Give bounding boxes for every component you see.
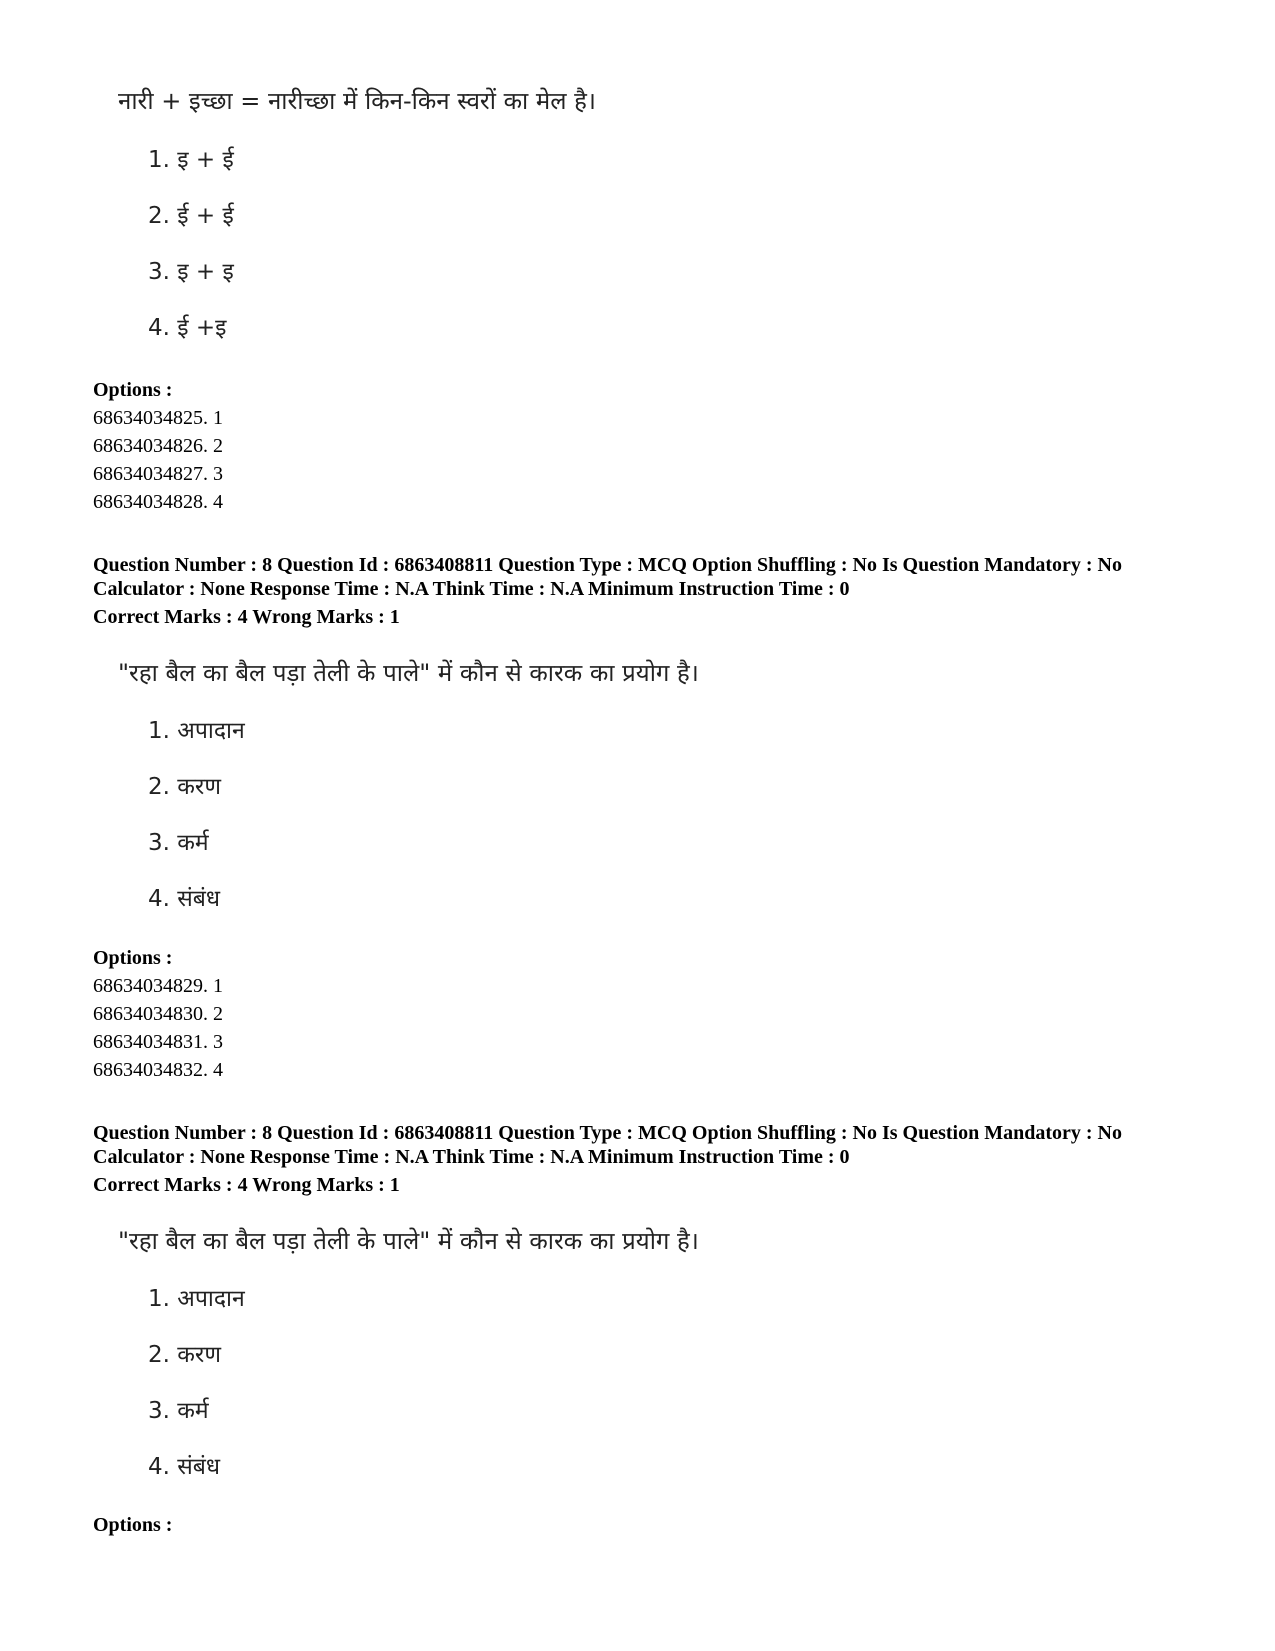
options-label: Options : (93, 947, 173, 969)
choice-4: 4. संबंध (148, 1454, 221, 1480)
question-marks: Correct Marks : 4 Wrong Marks : 1 (93, 1174, 400, 1196)
question-text: "रहा बैल का बैल पड़ा तेली के पाले" में कौन से कारक का प्रयोग है। (118, 659, 699, 687)
option-line: 68634034828. 4 (93, 491, 223, 513)
question-meta-line-2: Calculator : None Response Time : N.A Think Time : N.A Minimum Instruction Time : 0 (93, 1146, 850, 1168)
choice-4: 4. ई +इ (148, 315, 227, 341)
question-marks: Correct Marks : 4 Wrong Marks : 1 (93, 606, 400, 628)
question-text: "रहा बैल का बैल पड़ा तेली के पाले" में कौन से कारक का प्रयोग है। (118, 1227, 699, 1255)
option-line: 68634034832. 4 (93, 1059, 223, 1081)
option-line: 68634034831. 3 (93, 1031, 223, 1053)
choice-2: 2. ई + ई (148, 203, 234, 229)
choice-3: 3. कर्म (148, 830, 209, 856)
question-text: नारी + इच्छा = नारीच्छा में किन-किन स्वरों का मेल है। (118, 87, 596, 115)
choice-2: 2. करण (148, 774, 221, 800)
option-line: 68634034825. 1 (93, 407, 223, 429)
choice-2: 2. करण (148, 1342, 221, 1368)
choice-4: 4. संबंध (148, 886, 221, 912)
options-label: Options : (93, 379, 173, 401)
options-label: Options : (93, 1514, 173, 1536)
choice-1: 1. इ + ई (148, 147, 234, 173)
option-line: 68634034830. 2 (93, 1003, 223, 1025)
choice-3: 3. कर्म (148, 1398, 209, 1424)
choice-3: 3. इ + इ (148, 259, 234, 285)
option-line: 68634034826. 2 (93, 435, 223, 457)
question-meta-line-2: Calculator : None Response Time : N.A Think Time : N.A Minimum Instruction Time : 0 (93, 578, 850, 600)
option-line: 68634034827. 3 (93, 463, 223, 485)
option-line: 68634034829. 1 (93, 975, 223, 997)
choice-1: 1. अपादान (148, 1286, 245, 1312)
question-meta-line-1: Question Number : 8 Question Id : 6863408811 Question Type : MCQ Option Shuffling : No Is Question Mandatory : No (93, 554, 1122, 576)
choice-1: 1. अपादान (148, 718, 245, 744)
question-meta-line-1: Question Number : 8 Question Id : 6863408811 Question Type : MCQ Option Shuffling : No Is Question Mandatory : No (93, 1122, 1122, 1144)
